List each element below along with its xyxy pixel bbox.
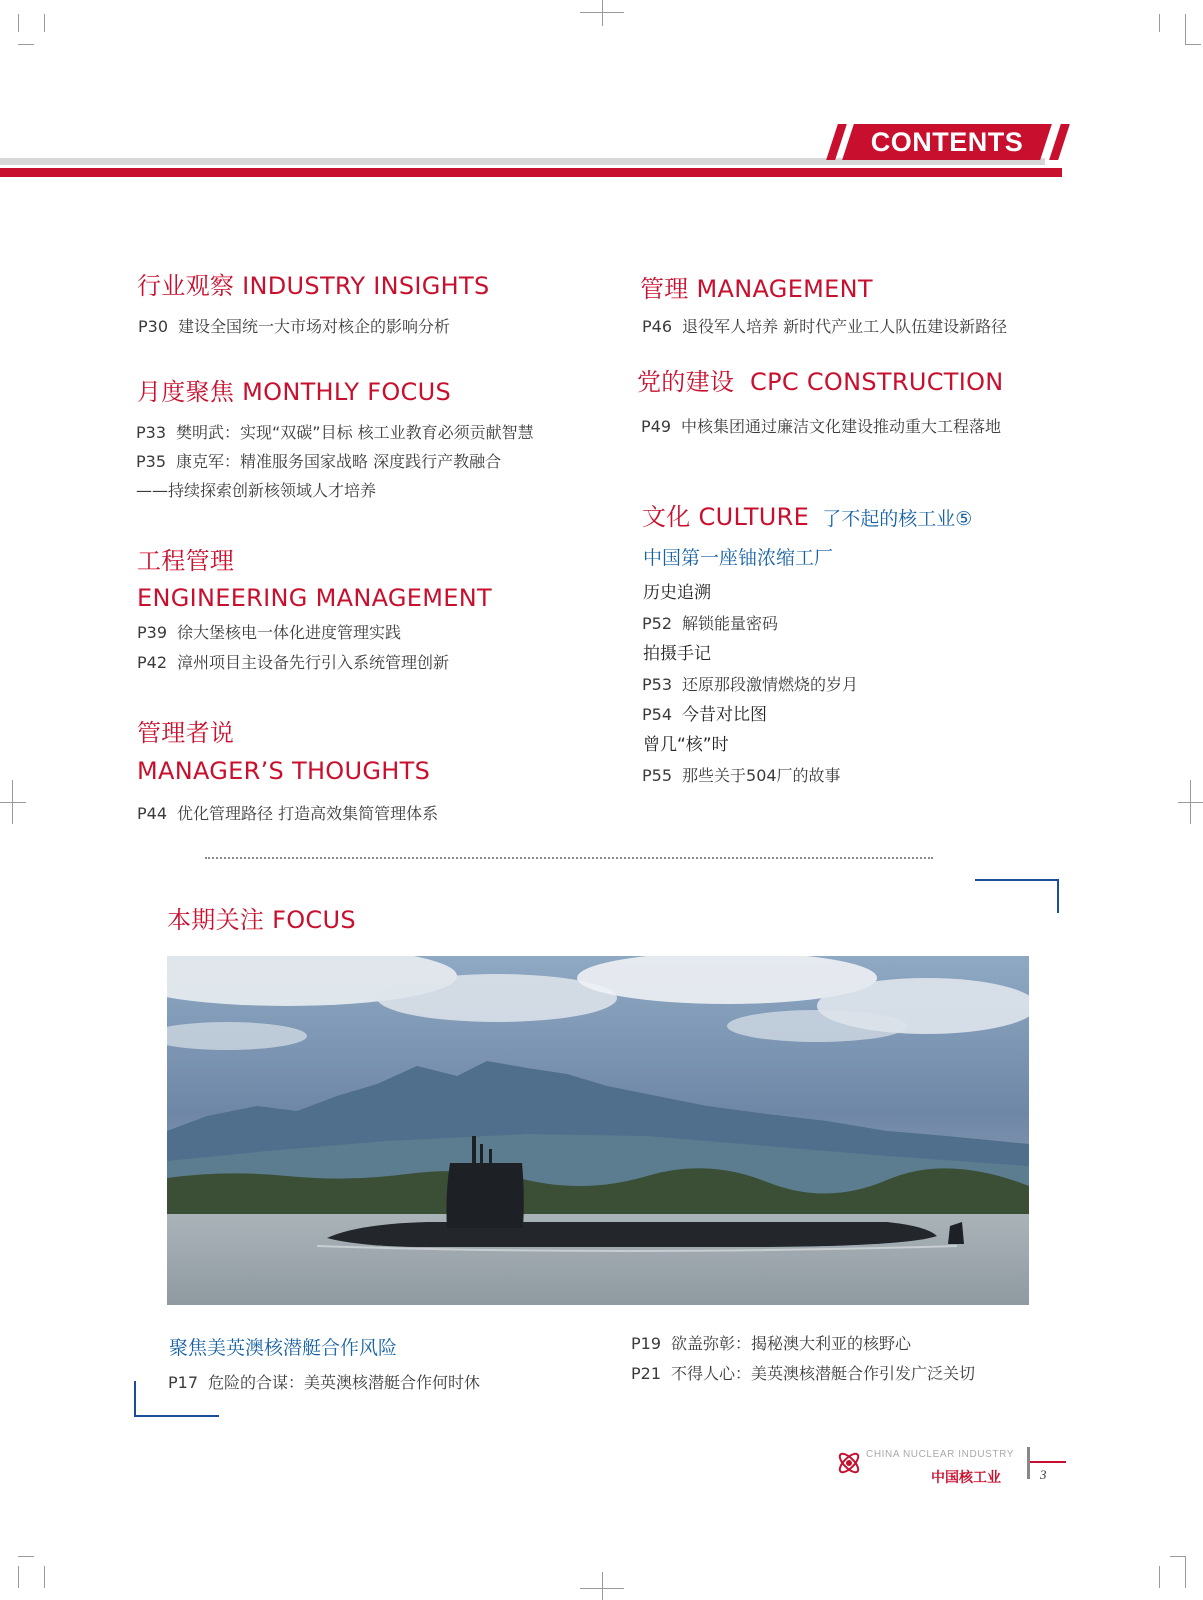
focus-headline: 聚焦美英澳核潜艇合作风险 xyxy=(169,1337,398,1359)
entry-title: 危险的合谋：美英澳核潜艇合作何时休 xyxy=(208,1373,481,1392)
page-ref: P44 xyxy=(137,804,168,823)
culture-heading: 历史追溯 xyxy=(643,583,711,603)
entry-title: 今昔对比图 xyxy=(682,705,768,725)
crop-mark xyxy=(580,12,624,13)
crop-mark xyxy=(0,802,26,803)
page-ref: P30 xyxy=(138,317,169,336)
page-ref: P33 xyxy=(136,423,167,442)
crop-mark xyxy=(602,1572,603,1600)
section-title-industry: 行业观察 INDUSTRY INSIGHTS xyxy=(137,272,490,300)
entry-title: 樊明武：实现“双碳”目标 核工业教育必须贡献智慧 xyxy=(176,423,534,442)
contents-badge xyxy=(842,124,1052,160)
crop-mark xyxy=(18,1556,34,1557)
page-ref: P54 xyxy=(642,705,673,724)
culture-heading: 拍摄手记 xyxy=(643,644,711,664)
crop-mark xyxy=(18,44,34,45)
toc-entry[interactable] xyxy=(137,803,438,825)
entry-title: 漳州项目主设备先行引入系统管理创新 xyxy=(177,653,450,672)
crop-mark xyxy=(18,1566,19,1588)
crop-mark xyxy=(580,1588,624,1589)
toc-entry[interactable] xyxy=(642,674,858,696)
crop-mark xyxy=(44,14,45,32)
toc-entry[interactable] xyxy=(137,622,401,644)
page-ref: P21 xyxy=(631,1364,662,1383)
crop-mark xyxy=(1178,802,1203,803)
page-ref: P55 xyxy=(642,766,673,785)
toc-entry[interactable] xyxy=(168,1372,480,1394)
crop-mark xyxy=(44,1566,45,1588)
entry-title: 欲盖弥彰：揭秘澳大利亚的核野心 xyxy=(671,1334,912,1353)
culture-heading: 曾几“核”时 xyxy=(643,735,729,755)
page-number: 3 xyxy=(1040,1467,1047,1482)
section-title-cpc: 党的建设 CPC CONSTRUCTION xyxy=(637,368,1004,396)
contents-slash xyxy=(1049,124,1070,160)
toc-entry[interactable] xyxy=(631,1363,975,1385)
toc-entry[interactable] xyxy=(641,416,1001,438)
crop-mark xyxy=(1185,44,1201,45)
toc-entry[interactable] xyxy=(642,765,841,787)
crop-mark xyxy=(1170,1556,1186,1557)
entry-title: 中核集团通过廉洁文化建设推动重大工程落地 xyxy=(681,417,1002,436)
cnnc-logo-icon xyxy=(835,1448,863,1478)
footer-accent-line xyxy=(1030,1461,1066,1463)
page-ref: P42 xyxy=(137,653,168,672)
brand-en: CHINA NUCLEAR INDUSTRY xyxy=(866,1449,1015,1460)
corner-bracket xyxy=(975,879,1059,881)
section-title-engineering-cn: 工程管理 xyxy=(137,547,235,575)
submarine-photo xyxy=(167,956,1029,1305)
section-title-management: 管理 MANAGEMENT xyxy=(640,275,873,303)
toc-entry[interactable] xyxy=(136,451,501,473)
crop-mark xyxy=(602,0,603,26)
entry-title: 不得人心：美英澳核潜艇合作引发广泛关切 xyxy=(671,1364,976,1383)
toc-entry[interactable] xyxy=(137,652,449,674)
entry-continuation: ——持续探索创新核领域人才培养 xyxy=(136,481,377,500)
toc-entry[interactable] xyxy=(136,422,534,444)
toc-entry[interactable] xyxy=(642,316,1007,338)
section-title-managers-en: MANAGER’S THOUGHTS xyxy=(137,757,431,785)
toc-entry[interactable] xyxy=(138,316,450,338)
page-ref: P49 xyxy=(641,417,672,436)
corner-bracket xyxy=(134,1415,219,1417)
section-title-managers-cn: 管理者说 xyxy=(137,719,235,747)
contents-label: CONTENTS xyxy=(870,127,1024,157)
crop-mark xyxy=(1159,1566,1160,1588)
culture-series: 了不起的核工业⑤ xyxy=(822,508,973,530)
crop-mark xyxy=(1185,14,1186,44)
entry-title: 徐大堡核电一体化进度管理实践 xyxy=(177,623,402,642)
dotted-divider xyxy=(205,857,933,859)
entry-title: 退役军人培养 新时代产业工人队伍建设新路径 xyxy=(682,317,1008,336)
corner-bracket xyxy=(1057,879,1059,913)
corner-bracket xyxy=(134,1381,136,1417)
entry-title: 建设全国统一大市场对核企的影响分析 xyxy=(178,317,451,336)
header-red-rule xyxy=(0,168,1062,177)
entry-title: 解锁能量密码 xyxy=(682,614,779,633)
entry-title: 那些关于504厂的故事 xyxy=(682,766,841,785)
culture-subtitle: 中国第一座铀浓缩工厂 xyxy=(643,547,834,569)
section-title-monthly: 月度聚焦 MONTHLY FOCUS xyxy=(137,378,452,406)
crop-mark xyxy=(18,14,19,32)
page-ref: P35 xyxy=(136,452,167,471)
crop-mark xyxy=(1185,1556,1186,1588)
entry-title: 优化管理路径 打造高效集简管理体系 xyxy=(177,804,439,823)
section-title-culture: 文化 CULTURE xyxy=(642,503,810,531)
footer-divider xyxy=(1027,1447,1030,1479)
entry-title: 康克军：精准服务国家战略 深度践行产教融合 xyxy=(176,452,502,471)
toc-entry[interactable] xyxy=(642,703,767,727)
page-ref: P52 xyxy=(642,614,673,633)
section-title-focus: 本期关注 FOCUS xyxy=(167,906,356,934)
page-ref: P17 xyxy=(168,1373,199,1392)
entry-title: 还原那段激情燃烧的岁月 xyxy=(682,675,859,694)
page-ref: P46 xyxy=(642,317,673,336)
brand-cn: 中国核工业 xyxy=(931,1470,1001,1486)
toc-entry[interactable] xyxy=(642,613,778,635)
toc-entry[interactable] xyxy=(631,1333,911,1355)
crop-mark xyxy=(1159,14,1160,32)
page-ref: P19 xyxy=(631,1334,662,1353)
page-ref: P53 xyxy=(642,675,673,694)
page-ref: P39 xyxy=(137,623,168,642)
section-title-culture-row xyxy=(642,501,972,533)
section-title-engineering-en: ENGINEERING MANAGEMENT xyxy=(137,584,492,612)
